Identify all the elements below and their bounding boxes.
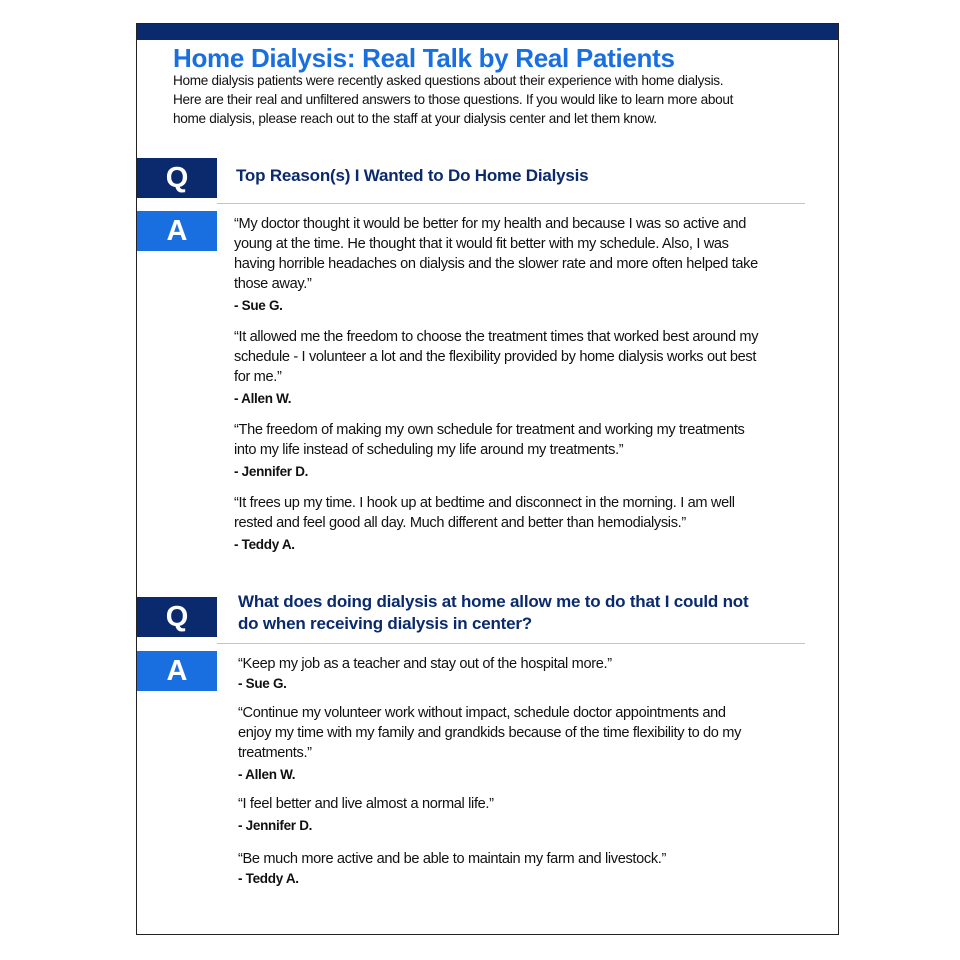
answer-entry	[238, 654, 823, 691]
document-page	[136, 23, 839, 935]
author: - Teddy A.	[234, 537, 295, 552]
quote	[238, 654, 823, 674]
answers-1	[234, 214, 819, 566]
author: - Allen W.	[238, 767, 296, 782]
divider	[217, 643, 805, 644]
quote-line: “It frees up my time. I hook up at bedtime and disconnect in the morning. I am well	[234, 495, 735, 511]
quote-line: “Be much more active and be able to maintain my farm and livestock.”	[238, 851, 666, 867]
answer-entry	[238, 849, 823, 886]
question-line: What does doing dialysis at home allow me to do that I could not	[238, 592, 749, 611]
quote-line: “My doctor thought it would be better for my health and because I was so active and	[234, 216, 747, 232]
quote	[238, 794, 823, 814]
answer-entry	[234, 420, 819, 479]
quote-line: schedule - I volunteer a lot and the flexibility provided by home dialysis works out best	[234, 349, 757, 365]
question-1	[236, 165, 588, 187]
quote	[238, 849, 823, 869]
answer-entry	[234, 327, 819, 406]
quote	[238, 703, 823, 763]
quote-line: “The freedom of making my own schedule for treatment and working my treatments	[234, 422, 745, 438]
header-bar	[137, 24, 838, 40]
answer-entry	[238, 794, 823, 833]
author: - Teddy A.	[238, 871, 299, 886]
quote	[234, 493, 819, 533]
question-line: Top Reason(s) I Wanted to Do Home Dialysis	[236, 166, 589, 185]
quote-line: “Keep my job as a teacher and stay out of the hospital more.”	[238, 656, 612, 672]
quote-line: those away.”	[234, 276, 312, 292]
quote-line: into my life instead of scheduling my life around my treatments.”	[234, 442, 624, 458]
intro-line: home dialysis, please reach out to the staff at your dialysis center and let them know.	[173, 111, 657, 126]
q-badge: Q	[137, 597, 217, 637]
a-badge: A	[137, 651, 217, 691]
answers-2	[238, 654, 823, 898]
quote	[234, 214, 819, 294]
author: - Jennifer D.	[234, 464, 309, 479]
intro-line: Home dialysis patients were recently asked questions about their experience with home dialysis.	[173, 73, 724, 88]
quote-line: “I feel better and live almost a normal life.”	[238, 796, 494, 812]
author: - Allen W.	[234, 391, 292, 406]
a-badge: A	[137, 211, 217, 251]
intro-line: Here are their real and unfiltered answers to those questions. If you would like to learn more about	[173, 92, 734, 107]
quote-line: rested and feel good all day. Much different and better than hemodialysis.”	[234, 515, 686, 531]
answer-entry	[234, 493, 819, 552]
answer-entry	[234, 214, 819, 313]
quote-line: “It allowed me the freedom to choose the treatment times that worked best around my	[234, 329, 759, 345]
divider	[217, 203, 805, 204]
quote	[234, 420, 819, 460]
answer-entry	[238, 703, 823, 782]
quote-line: having horrible headaches on dialysis and the slower rate and more often helped take	[234, 256, 758, 272]
question-line: do when receiving dialysis in center?	[238, 614, 532, 633]
quote	[234, 327, 819, 387]
author: - Jennifer D.	[238, 818, 313, 833]
author: - Sue G.	[234, 298, 283, 313]
quote-line: young at the time. He thought that it would fit better with my schedule. Also, I was	[234, 236, 729, 252]
q-badge: Q	[137, 158, 217, 198]
intro-paragraph	[173, 71, 823, 128]
question-2	[238, 591, 748, 635]
author: - Sue G.	[238, 676, 287, 691]
quote-line: for me.”	[234, 369, 282, 385]
page-title: Home Dialysis: Real Talk by Real Patients	[173, 43, 675, 73]
quote-line: treatments.”	[238, 745, 312, 761]
quote-line: “Continue my volunteer work without impact, schedule doctor appointments and	[238, 705, 726, 721]
quote-line: enjoy my time with my family and grandkids because of the time flexibility to do my	[238, 725, 742, 741]
